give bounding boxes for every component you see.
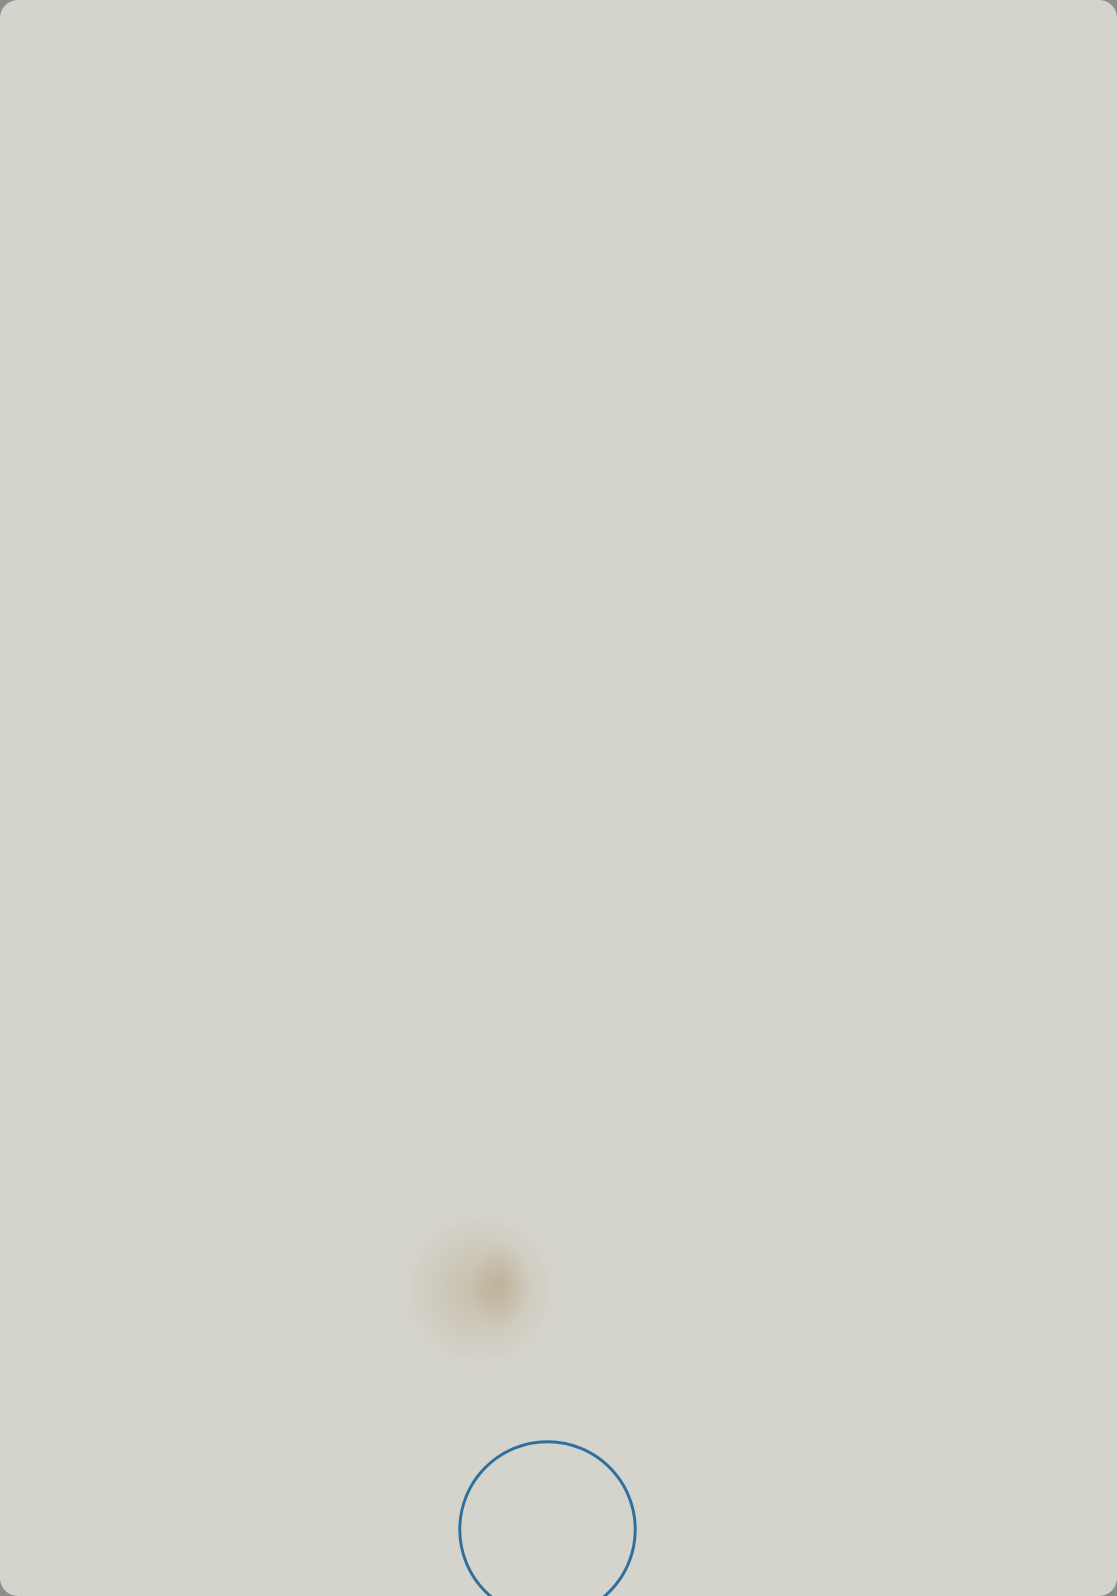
paper-stain xyxy=(470,1240,530,1330)
edizioni-mira-stamp xyxy=(450,1432,645,1596)
